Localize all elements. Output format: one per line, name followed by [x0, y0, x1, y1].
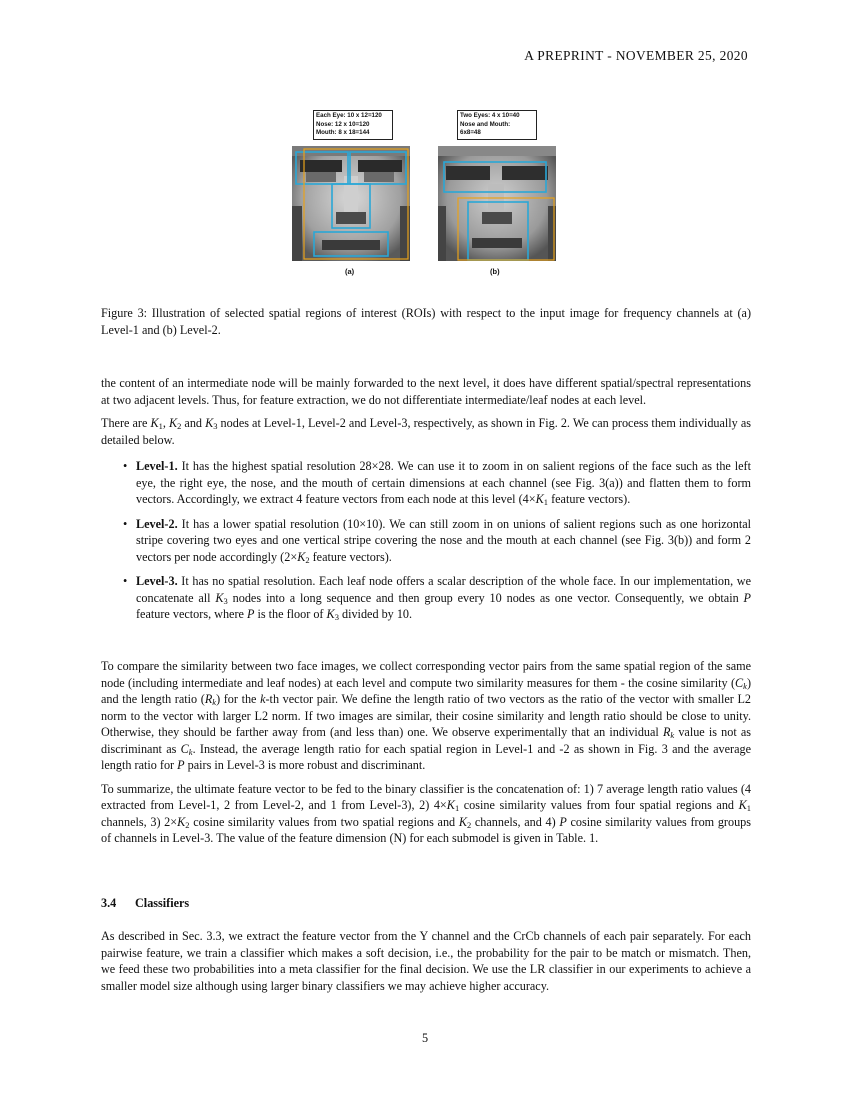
paragraph: To compare the similarity between two face images, we collect corresponding vector pairs from the same spatial region of the same node (including intermediate and leaf nodes) at each level and compute two similarity measures for them - the cosine similarity $(C_k)$ and the length ratio $(R_k)$ for the k-th vector pair. We define the length ratio of two vectors as the ratio of the vector with smaller L2 norm to the vector with larger L2 norm. If two images are similar, their cosine similarity and length ratio should be close to unity. Otherwise, they should be farther away from (and less than) one. We observe experimentally that an individual $R_k$ value is not as discriminant as $C_k$. Instead, the average length ratio for each spatial region in Level-1 and -2 as shown in Fig. 3 and the average length ratio for P pairs in Level-3 is more robust and discriminant. — [101, 659, 752, 772]
roi-line: Nose: 12 x 10=120 — [316, 120, 370, 128]
roi-line: Each Eye: 10 x 12=120 — [316, 112, 382, 119]
section-title: Classifiers — [135, 896, 190, 910]
face-image-a — [292, 146, 410, 261]
page-number: 5 — [421, 1031, 429, 1045]
subfigure-label-a: (a) — [345, 267, 355, 276]
list-item-level-2: • Level-2. It has a lower spatial resolution (10×10). We can still zoom in on unions of salient regions such as one horizontal stripe covering two eyes and one vertical stripe covering the nose and the mouth at each channel (see Fig. 3(b)) and form 2 vectors per node accordingly ($2\times K_2$ feature vectors). — [123, 516, 751, 565]
body-text-upper — [101, 375, 751, 631]
roi-line: 6x8=48 — [460, 129, 481, 136]
body-text-lower — [101, 658, 751, 854]
figure-3 — [0, 110, 850, 280]
face-image-b — [438, 146, 556, 261]
roi-dimension-box-a — [313, 110, 393, 140]
subfigure-label-b: (b) — [490, 267, 500, 276]
roi-line: Nose and Mouth: — [460, 120, 511, 128]
list-item-level-1: • Level-1. It has the highest spatial resolution 28×28. We can use it to zoom in on salient regions of the face such as the left eye, the right eye, the nose, and the mouth of certain dimensions at each channel (see Fig. 3(a)) and flatten them to form vectors. Accordingly, we extract 4 feature vectors from each node at this level ($4\times K_1$ feature vectors). — [123, 459, 751, 507]
section-number: 3.4 — [101, 896, 117, 910]
roi-line: Two Eyes: 4 x 10=40 — [460, 112, 520, 119]
paragraph: the content of an intermediate node will be mainly forwarded to the next level, it does have different spatial/spectral representations at two adjacent levels. Thus, for feature extraction, we do not differentiate intermediate/leaf nodes at each level. — [101, 376, 751, 407]
figure-caption: Figure 3: Illustration of selected spatial regions of interest (ROIs) with respect to the input image for frequency channels at (a) Level-1 and (b) Level-2. — [101, 306, 751, 337]
roi-dimension-box-b — [457, 110, 537, 140]
running-header: A PREPRINT - NOVEMBER 25, 2020 — [524, 48, 748, 63]
roi-line: Mouth: 8 x 18=144 — [316, 129, 370, 136]
level-list — [101, 458, 751, 623]
paragraph: As described in Sec. 3.3, we extract the feature vector from the Y channel and the CrCb channels of each pair separately. For each pairwise feature, we train a classifier which makes a soft decision, i.e., the probability for the pair to be match or mismatch. Then, we feed these two probabilities into a meta classifier for the final decision. We use the LR classifier in our experiments to achieve a smaller model size although using larger binary classifiers we may achieve higher accuracy. — [101, 929, 751, 993]
section-heading — [101, 896, 189, 911]
paragraph: To summarize, the ultimate feature vector to be fed to the binary classifier is the concatenation of: 1) 7 average length ratio values (4 extracted from Level-1, 2 from Level-2, and 1 from Level-3), 2) $4\times K_1$ cosine similarity values from four spatial regions and $K_1$ channels, 3) $2\times K_2$ cosine similarity values from two spatial regions and $K_2$ channels, and 4) P cosine similarity values from groups of channels in Level-3. The value of the feature dimension (N) for each submodel is given in Table. 1. — [101, 781, 752, 845]
list-item-level-3: • Level-3. It has no spatial resolution. Each leaf node offers a scalar description of the whole face. In our implementation, we concatenate all $K_3$ nodes into a long sequence and then group every 10 nodes as one vector. Consequently, we obtain P feature vectors, where P is the floor of $K_3$ divided by 10. — [123, 574, 751, 622]
body-text-classifiers — [101, 928, 751, 1001]
paragraph: There are $K_1$, $K_2$ and $K_3$ nodes at Level-1, Level-2 and Level-3, respectively, as shown in Fig. 2. We can process them individually as detailed below. — [101, 416, 752, 447]
